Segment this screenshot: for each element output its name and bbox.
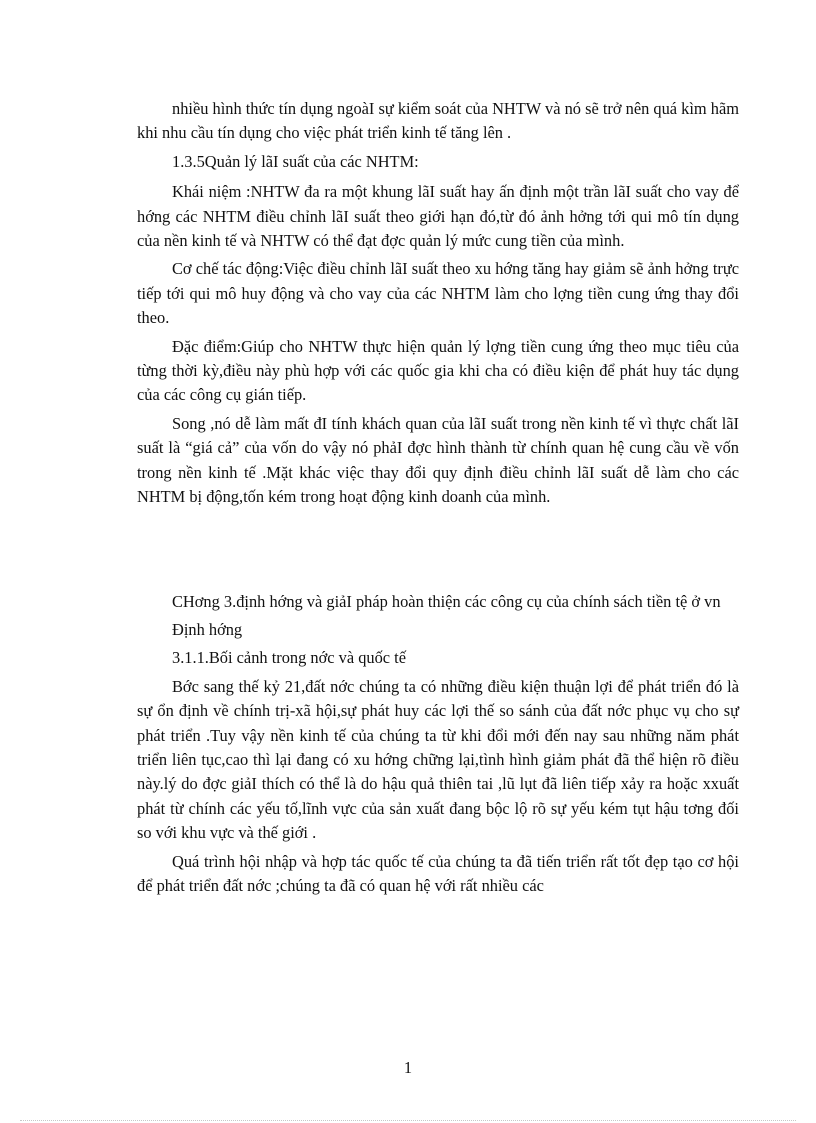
page-bottom-divider [20,1120,796,1121]
paragraph-credit-forms: nhiều hình thức tín dụng ngoàI sự kiểm soát của NHTW và nó sẽ trở nên quá kìm hãm khi nhu cầu tín dụng cho việc phát triển kinh tế tăng lên . [137,99,739,143]
paragraph-drawbacks: Song ,nó dễ làm mất đI tính khách quan của lãI suất trong nền kinh tế vì thực chất lãI suất là “giá cả” của vốn do vậy nó phảI đợc hình thành từ chính quan hệ cung cầu về vốn trong nền kinh tế .Mặt khác việc thay đổi quy định điều chỉnh lãI suất dễ làm cho các NHTM bị động,tốn kém trong hoạt động kinh doanh của mình. [137,413,739,507]
heading-context: 3.1.1.Bối cảnh trong nớc và quốc tế [172,648,406,668]
paragraph-concept: Khái niệm :NHTW đa ra một khung lãI suất hay ấn định một trần lãI suất cho vay để hớng các NHTM điều chỉnh lãI suất theo giới hạn đó,từ đó ảnh hởng tới qui mô tín dụng của nền kinh tế và NHTW có thể đạt đợc quản lý mức cung tiền của mình. [137,182,739,251]
paragraph-integration: Quá trình hội nhập và hợp tác quốc tế của chúng ta đã tiến triển rất tốt đẹp tạo cơ hội để phát triển đất nớc ;chúng ta đã có quan hệ với rất nhiều các [137,851,739,895]
heading-orientation: Định hớng [172,619,243,639]
page-number: 1 [403,1058,413,1077]
section-gap [137,514,739,590]
paragraph-century-21: Bớc sang thế kỷ 21,đất nớc chúng ta có những điều kiện thuận lợi để phát triển đó là sự ổn định về chính trị-xã hội,sự phát huy các lợi thế so sánh của đất nớc phục vụ cho sự phát triển .Tuy vậy nền kinh tế của chúng ta từ khi đổi mới đến nay sau những năm phát triển liên tục,cao thì lại đang có xu hớng chững lại,tình hình giảm phát đã thể hiện rõ điều này.lý do đợc giảI thích có thể là do hậu quả thiên tai ,lũ lụt đã liên tiếp xảy ra hoặc xxuất phát từ chính các yếu tố,lĩnh vực của sản xuất đang bộc lộ rõ sự yếu kém tụt hậu tơng đối so với khu vực và thế giới . [137,676,739,843]
document-body [137,97,739,902]
paragraph-mechanism: Cơ chế tác động:Việc điều chỉnh lãI suất theo xu hớng tăng hay giảm sẽ ảnh hởng trực tiếp tới qui mô huy động và cho vay của các NHTM làm cho lợng tiền cung ứng thay đổi theo. [137,259,739,328]
paragraph-characteristics: Đặc điểm:Giúp cho NHTW thực hiện quản lý lợng tiền cung ứng theo mục tiêu của từng thời kỳ,điều này phù hợp với các quốc gia khi cha có điều kiện để phát huy tác dụng của các công cụ gián tiếp. [137,336,739,405]
heading-interest-management: 1.3.5Quản lý lãI suất của các NHTM: [172,151,419,171]
chapter-title: CHơng 3.định hớng và giảI pháp hoàn thiện các công cụ của chính sách tiền tệ ở vn [172,591,721,611]
